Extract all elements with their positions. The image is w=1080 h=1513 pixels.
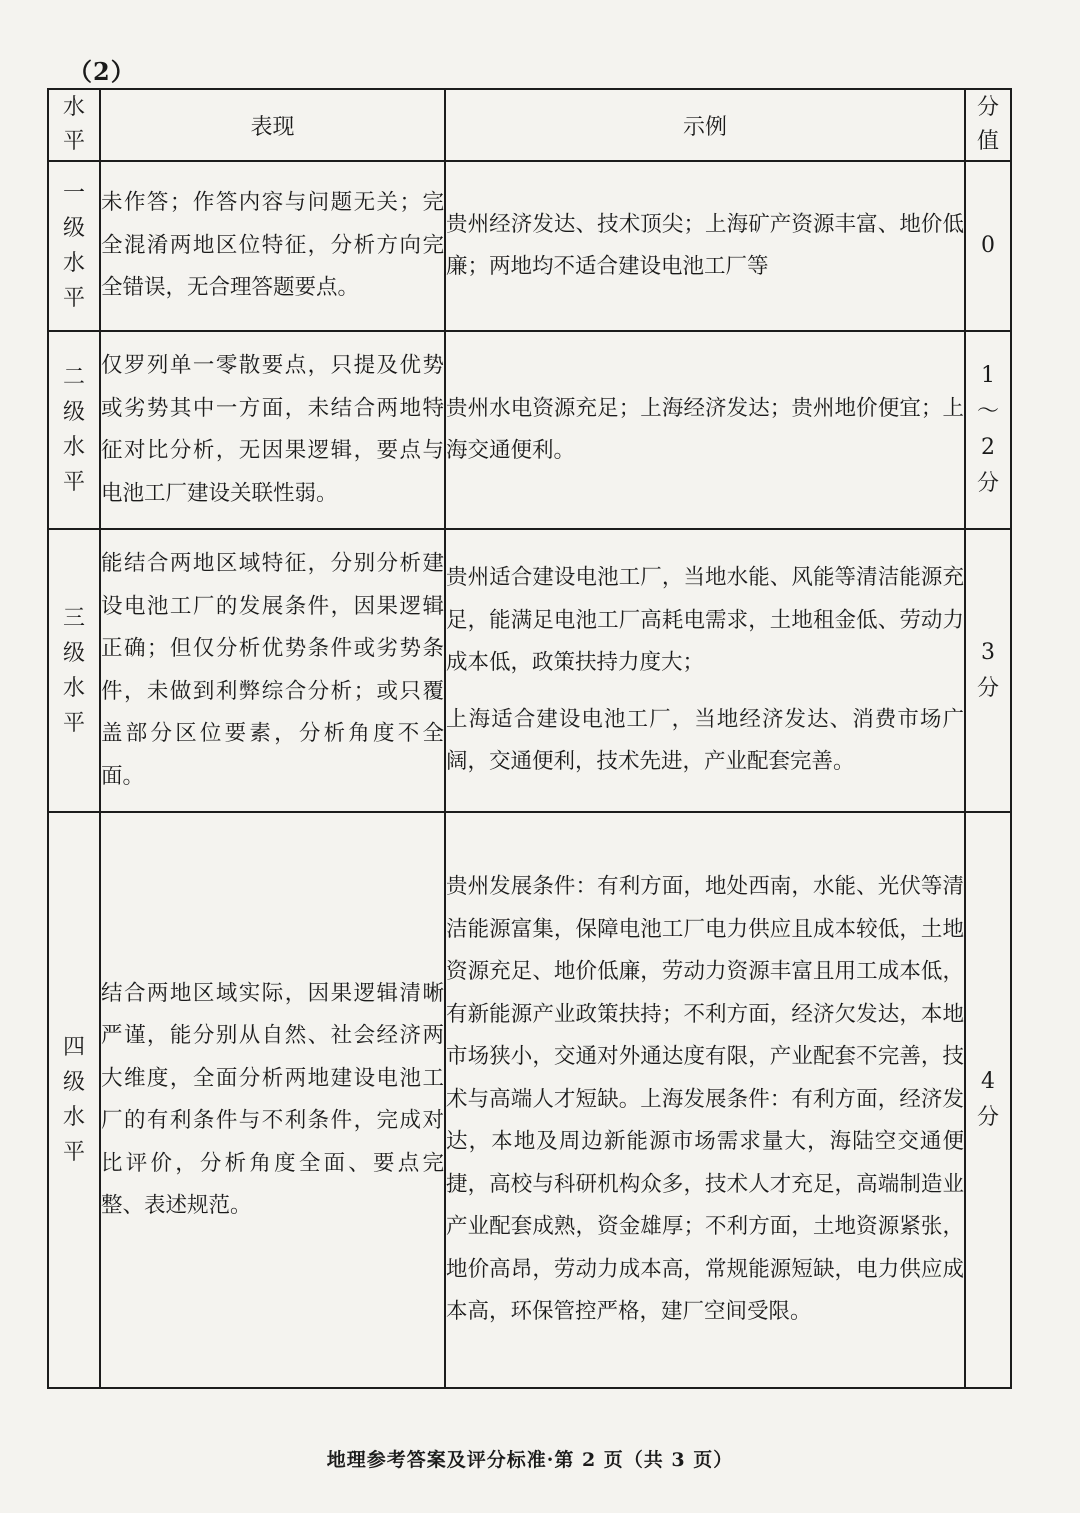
performance-cell: 仅罗列单一零散要点，只提及优势或劣势其中一方面，未结合两地特征对比分析，无因果逻辑，要点与电池工厂建设关联性弱。 [100, 331, 445, 529]
level-cell [48, 161, 100, 331]
score-cell [965, 812, 1011, 1388]
score-char: 4 [981, 1069, 995, 1094]
example-paragraph: 贵州水电资源充足；上海经济发达；贵州地价便宜；上海交通便利。 [446, 395, 964, 463]
performance-cell: 结合两地区域实际，因果逻辑清晰严谨，能分别从自然、社会经济两大维度，全面分析两地建设电池工厂的有利条件与不利条件，完成对比评价，分析角度全面、要点完整、表述规范。 [100, 812, 445, 1388]
score-cell [965, 529, 1011, 812]
performance-cell: 能结合两地区域特征，分别分析建设电池工厂的发展条件，因果逻辑正确；但仅分析优势条件或劣势条件，未做到利弊综合分析；或只覆盖部分区位要素，分析角度不全面。 [100, 529, 445, 812]
level-char: 二 [62, 365, 85, 390]
score-cell [965, 161, 1011, 331]
score-char: 分 [976, 1105, 999, 1130]
header-score-char: 值 [976, 129, 999, 154]
level-char: 一 [62, 181, 85, 206]
score-char: 分 [976, 675, 999, 701]
score-char: 3 [981, 639, 995, 665]
level-char: 四 [62, 1035, 85, 1060]
example-cell [445, 331, 965, 529]
score-cell [965, 331, 1011, 529]
example-cell [445, 529, 965, 812]
table-row [48, 331, 1011, 529]
table-row [48, 812, 1011, 1388]
header-score [965, 89, 1011, 161]
example-paragraph: 贵州发展条件：有利方面，地处西南，水能、光伏等清洁能源富集，保障电池工厂电力供应且成本较低，土地资源充足、地价低廉，劳动力资源丰富且用工成本低，有新能源产业政策扶持；不利方面，经济欠发达，本地市场狭小，交通对外通达度有限，产业配套不完善，技术与高端人才短缺。上海发展条件：有利方面，经济发达，本地及周边新能源市场需求量大，海陆空交通便捷，高校与科研机构众多，技术人才充足，高端制造业产业配套成熟，资金雄厚；不利方面，土地资源紧张，地价高昂，劳动力成本高，常规能源短缺，电力供应成本高，环保管控严格，建厂空间受限。 [446, 874, 964, 1325]
example-paragraph: 上海适合建设电池工厂，当地经济发达、消费市场广阔，交通便利，技术先进，产业配套完善。 [446, 706, 964, 775]
level-char: 平 [62, 1140, 85, 1165]
table-row [48, 161, 1011, 331]
level-char: 三 [62, 605, 85, 631]
level-cell [48, 529, 100, 812]
example-paragraph: 贵州经济发达、技术顶尖；上海矿产资源丰富、地价低廉；两地均不适合建设电池工厂等 [446, 211, 964, 279]
score-char: 0 [981, 233, 995, 258]
level-char: 级 [62, 216, 85, 241]
question-number: （2） [68, 57, 136, 86]
level-char: 水 [62, 435, 85, 460]
level-cell [48, 331, 100, 529]
level-cell [48, 812, 100, 1388]
example-cell [445, 812, 965, 1388]
level-char: 级 [62, 400, 85, 425]
header-level-char: 平 [62, 129, 85, 154]
header-performance: 表现 [100, 89, 445, 161]
level-char: 水 [62, 1105, 85, 1130]
header-level-char: 水 [62, 95, 85, 120]
level-char: 级 [62, 1070, 85, 1095]
level-char: 水 [62, 675, 85, 701]
score-char: 2 [981, 435, 995, 460]
table-row [48, 529, 1011, 812]
performance-cell: 未作答；作答内容与问题无关；完全混淆两地区位特征，分析方向完全错误，无合理答题要点。 [100, 161, 445, 331]
header-example: 示例 [445, 89, 965, 161]
level-char: 平 [62, 710, 85, 736]
example-cell [445, 161, 965, 331]
level-char: 级 [62, 640, 85, 666]
scoring-rubric-table [47, 88, 1012, 1389]
header-score-char: 分 [976, 95, 999, 120]
page-footer: 地理参考答案及评分标准·第 2 页（共 3 页） [326, 1449, 734, 1471]
header-level [48, 89, 100, 161]
level-char: 平 [62, 286, 85, 311]
level-char: 水 [62, 251, 85, 276]
table-header-row [48, 89, 1011, 161]
example-paragraph: 贵州适合建设电池工厂，当地水能、风能等清洁能源充足，能满足电池工厂高耗电需求，土地租金低、劳动力成本低，政策扶持力度大； [446, 565, 964, 676]
level-char: 平 [62, 470, 85, 495]
score-char: ～ [976, 399, 999, 424]
score-char: 分 [976, 471, 999, 496]
score-char: 1 [981, 363, 995, 388]
